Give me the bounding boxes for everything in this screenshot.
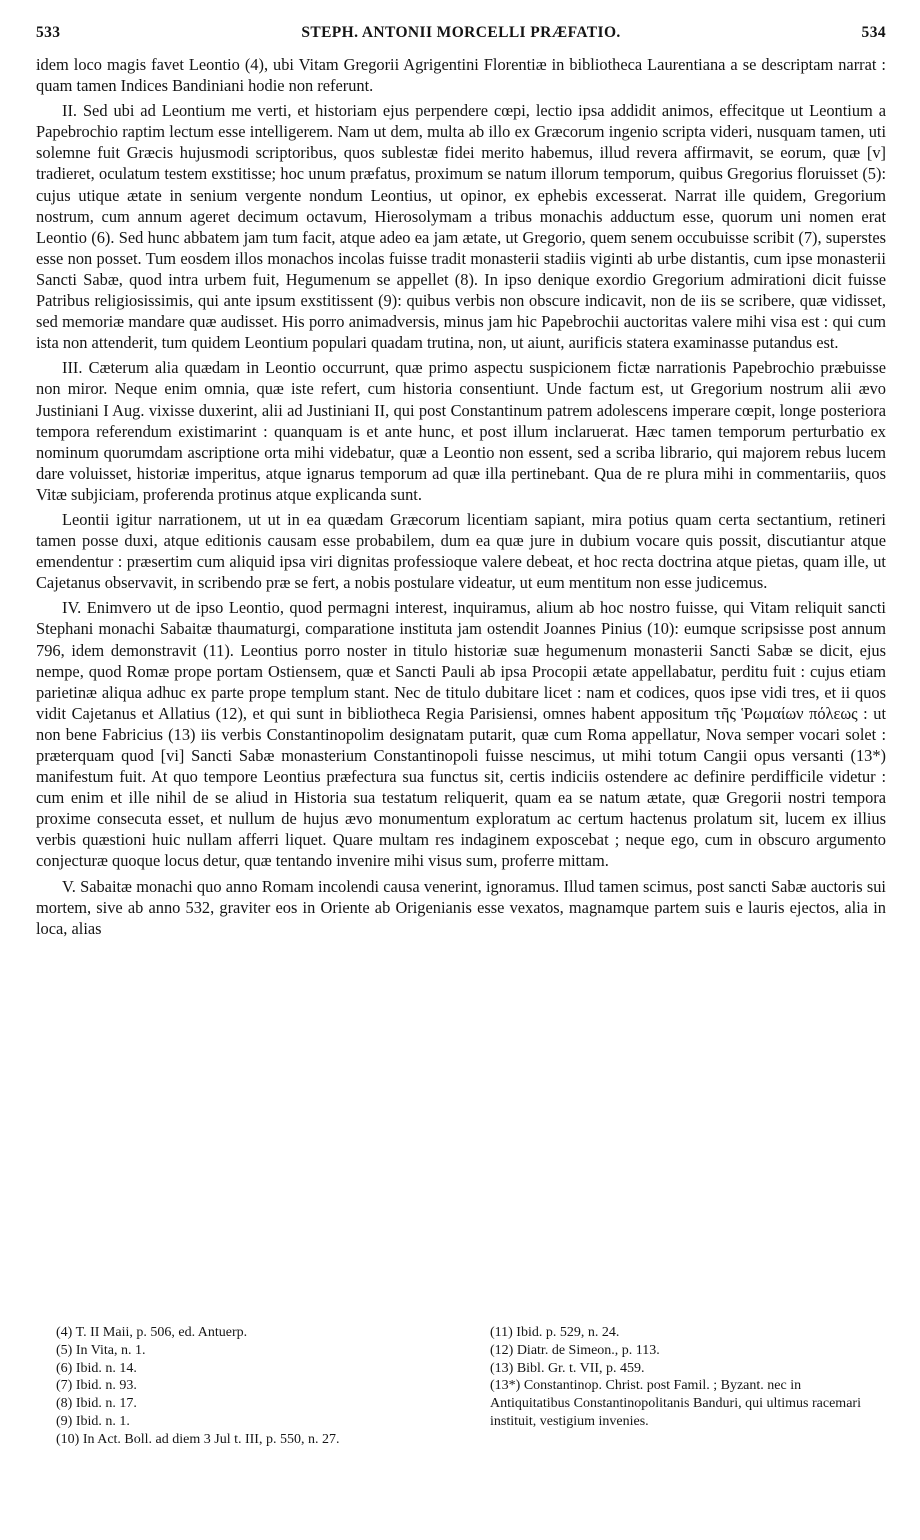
footnotes-left-column	[56, 1324, 471, 1449]
paragraph-text: Sabaitæ monachi quo anno Romam incolendi causa venerint, ignoramus. Illud tamen scimus, post sancti Sabæ auctoris sui mortem, sive ab anno 532, graviter eos in Oriente ab Origenianis esse vexatos, magnamque partem suis e lauris ejectos, alia in loca, alias	[36, 876, 886, 938]
body-text	[36, 54, 886, 939]
paragraph-section-4	[36, 597, 886, 871]
footnotes-right-column	[490, 1324, 880, 1449]
paragraph-section-3	[36, 357, 886, 505]
page-number-right: 534	[861, 24, 886, 41]
footnote: (13*) Constantinop. Christ. post Famil. ; Byzant. nec in Antiquitatibus Constantinopolitanis Banduri, qui ultimus racemari instituit, vestigium invenies.	[490, 1378, 861, 1429]
paragraph-section-3-continued	[36, 509, 886, 593]
paragraph-section-5	[36, 876, 886, 939]
paragraph-text: idem loco magis favet Leontio (4), ubi Vitam Gregorii Agrigentini Florentiæ in bibliotheca Laurentiana a se descriptam narrat : quam tamen Indices Bandiniani hodie non referunt.	[36, 55, 886, 96]
section-numeral: II.	[62, 101, 78, 121]
footnote: (7) Ibid. n. 93.	[56, 1378, 137, 1394]
running-header	[36, 24, 886, 48]
paragraph-text: Sed ubi ad Leontium me verti, et historiam ejus perpendere cœpi, lectio ipsa addidit animos, effecitque ut Leontium a Papebrochio raptim lectum esse intelligerem. Nam ut dem, multa ab illo ex Græcorum ingenio scripta videri, nusquam tamen, uti solemne fuit Græcis hujusmodi scriptoribus, quos sublestæ fidei merito habemus, illud revera affirmavit, se eorum, quæ [v] tradieret, oculatum testem exstitisse; hoc unum præfatus, proximum se natum illorum temporum, quibus Gregorius floruisset (5): cujus utique ætate in senium vergente nondum Leontius, ut opinor, ex ephebis excesserat. Narrat ille quidem, Gregorium nostrum, cum annum ageret decimum octavum, Hierosolymam a tribus monachis adductum esse, quorum uni nomen erat Leontio (6). Sed hunc abbatem jam tum facit, atque adeo ea jam ætate, ut Gregorio, quem senem occubuisse scribit (7), superstes esse non posset. Tum eosdem illos monachos incolas fuisse tradit monasterii stadiis viginti ab urbe distantis, cum ipse monasterii Sancti Sabæ, quod intra urbem fuit, Hegumenum se appellet (8). In ipso denique exordio Gregorium admirationi dicit fuisse Patribus religiosissimis, qui ante ipsum exstitissent (9): quibus verbis non obscure indicavit, non de iis se scribere, quæ vidisset, sed memoriæ mandare quæ audisset. His porro animadversis, minus jam hic Papebrochii auctoritas valere mihi visa est : qui cum ista non attenderit, tum quidem Leontium populari quadam trutina, non, ut aiunt, aurificis statera examinasse putandus est.	[36, 101, 886, 353]
section-numeral: IV.	[62, 598, 82, 618]
footnote: (13) Bibl. Gr. t. VII, p. 459.	[490, 1360, 645, 1376]
running-title: STEPH. ANTONII MORCELLI PRÆFATIO.	[301, 24, 621, 41]
footnote: (12) Diatr. de Simeon., p. 113.	[490, 1342, 660, 1358]
footnote: (9) Ibid. n. 1.	[56, 1413, 130, 1429]
footnote: (5) In Vita, n. 1.	[56, 1342, 146, 1358]
footnote: (6) Ibid. n. 14.	[56, 1360, 137, 1376]
footnote: (8) Ibid. n. 17.	[56, 1396, 137, 1412]
paragraph-section-2	[36, 100, 886, 353]
footnote: (11) Ibid. p. 529, n. 24.	[490, 1325, 620, 1340]
footnote: (10) In Act. Boll. ad diem 3 Jul t. III, p. 550, n. 27.	[56, 1431, 340, 1447]
paragraph-continuation	[36, 54, 886, 96]
paragraph-text: Enimvero ut de ipso Leontio, quod permagni interest, inquiramus, alium ab hoc nostro fuisse, qui Vitam reliquit sancti Stephani monachi Sabaitæ thaumaturgi, comparatione instituta jam ostendit Joannes Pinius (10): eumque scripsisse post annum 796, idem demonstravit (11). Leontius porro noster in titulo historiæ suæ hegumenum monasterii Sancti Sabæ se dicit, ejus nempe, quod Romæ prope portam Ostiensem, quæ et Sancti Pauli ab ipsa Procopii ætate appellabatur, perditu fuit : cujus etiam parietinæ aliqua adhuc ex parte prope templum stant. Nec de titulo dubitare licet : nam et codices, quos ipse vidi tres, et ii quos vidit Cajetanus et Allatius (12), et qui sunt in bibliotheca Regia Parisiensi, omnes habent appositum τῆς Ῥωμαίων πόλεως : ut non bene Fabricius (13) iis verbis Constantinopolim designatam putarit, quæ cum Roma appellatur, Nova semper vocari solet : præterquam quod [vi] Sancti Sabæ monasterium Constantinopoli fuisse nescimus, ut mihi totum Cangii opus versanti (13*) manifestum fuit. At quo tempore Leontius præfectura sua functus sit, certis indiciis ostendere ac definire perdifficile videtur : cum enim et ille nihil de se aliud in Historia sua testatum reliquerit, quam ea se natum ætate, quæ Gregorii nostri tempora proxime consecuta esset, et nullum de hujus ævo monumentum exploratum ac certum hactenus prolatum sit, lucem ex illius verbis quæstioni huic nullam afferri liquet. Quare multam res indaginem exposcebat ; neque ego, cum in obscuro argumento conjecturæ quoque locus detur, quæ tentando invenire mihi visus sum, proferre mittam.	[36, 598, 886, 871]
footnotes	[56, 1324, 880, 1449]
section-numeral: V.	[62, 876, 76, 896]
section-numeral: III.	[62, 358, 83, 378]
paragraph-text: Leontii igitur narrationem, ut ut in ea quædam Græcorum licentiam sapiant, mira potius quam certa sectantium, retineri tamen posse duxi, atque editionis causam esse probabilem, dum ea quæ jure in dubium vocare quis possit, discutiantur atque emendentur : præsertim cum aliquid ipsa viri dignitas professioque valere debeat, et hoc recta doctrina atque pietas, quam ille, ut Cajetanus observavit, in scribendo præ se fert, a nobis postulare videatur, ut eum mentitum non esse judicemus.	[36, 509, 886, 593]
page-number-left: 533	[36, 24, 61, 41]
footnote: (4) T. II Maii, p. 506, ed. Antuerp.	[56, 1325, 248, 1340]
paragraph-text: Cæterum alia quædam in Leontio occurrunt, quæ primo aspectu suspicionem fictæ narrationis Papebrochio præbuisse non miror. Neque enim omnia, quæ iste refert, cum historia consentiunt. Unde factum est, ut Gregorium nostrum alii ævo Justiniani I Aug. vixisse duxerint, alii ad Justiniani II, qui post Constantinum patrem adolescens imperare cœpit, longe posteriora tempora referendum existimarint : quanquam is et ante hunc, et post illum inclaruerat. Hæc tamen temporum perturbatio ex nominum quorumdam ascriptione orta mihi videbatur, quæ a Leontio non essent, sed a scriba librario, qui majorem rebus lucem dare voluisset, historiæ imperitus, atque ignarus temporum ad quæ illa pertinebant. Qua de re plura mihi in commentariis, quos Vitæ subjiciam, proferenda protinus atque explicanda sunt.	[36, 358, 886, 504]
